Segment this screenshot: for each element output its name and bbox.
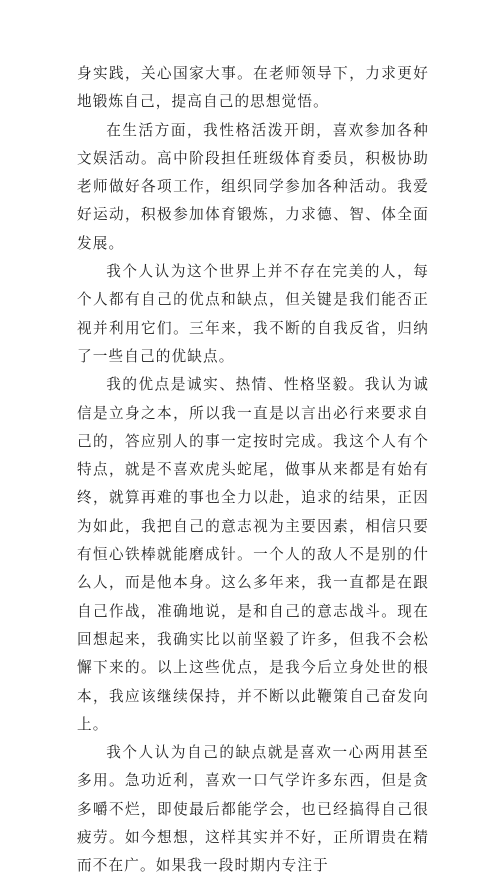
paragraph-3: 我个人认为这个世界上并不存在完美的人，每个人都有自己的优点和缺点，但关键是我们能否正视并利用它们。三年来，我不断的自我反省，归纳了一些自己的优缺点。 xyxy=(77,263,429,365)
paragraph-2: 在生活方面，我性格活泼开朗，喜欢参加各种文娱活动。高中阶段担任班级体育委员，积极协助老师做好各项工作，组织同学参加各种活动。我爱好运动，积极参加体育锻炼，力求德、智、体全面发展。 xyxy=(77,121,429,252)
paragraph-4: 我的优点是诚实、热情、性格坚毅。我认为诚信是立身之本，所以我一直是以言出必行来要求自己的，答应别人的事一定按时完成。我这个人有个特点，就是不喜欢虎头蛇尾，做事从来都是有始有终，就算再难的事也全力以赴，追求的结果，正因为如此，我把自己的意志视为主要因素，相信只要有恒心铁棒就能磨成针。一个人的敌人不是别的什么人，而是他本身。这么多年来，我一直都是在跟自己作战，准确地说，是和自己的意志战斗。现在回想起来，我确实比以前坚毅了许多，但我不会松懈下来的。以上这些优点，是我今后立身处世的根本，我应该继续保持，并不断以此鞭策自己奋发向上。 xyxy=(77,376,429,733)
paragraph-1: 身实践，关心国家大事。在老师领导下，力求更好地锻炼自己，提高自己的思想觉悟。 xyxy=(77,65,429,111)
document-body xyxy=(77,60,429,881)
paragraph-5: 我个人认为自己的缺点就是喜欢一心两用甚至多用。急功近利，喜欢一口气学许多东西，但是贪多嚼不烂，即使最后都能学会，也已经搞得自己很疲劳。如今想想，这样其实并不好，正所谓贵在精而不在广。如果我一段时期内专注于 xyxy=(77,744,429,875)
